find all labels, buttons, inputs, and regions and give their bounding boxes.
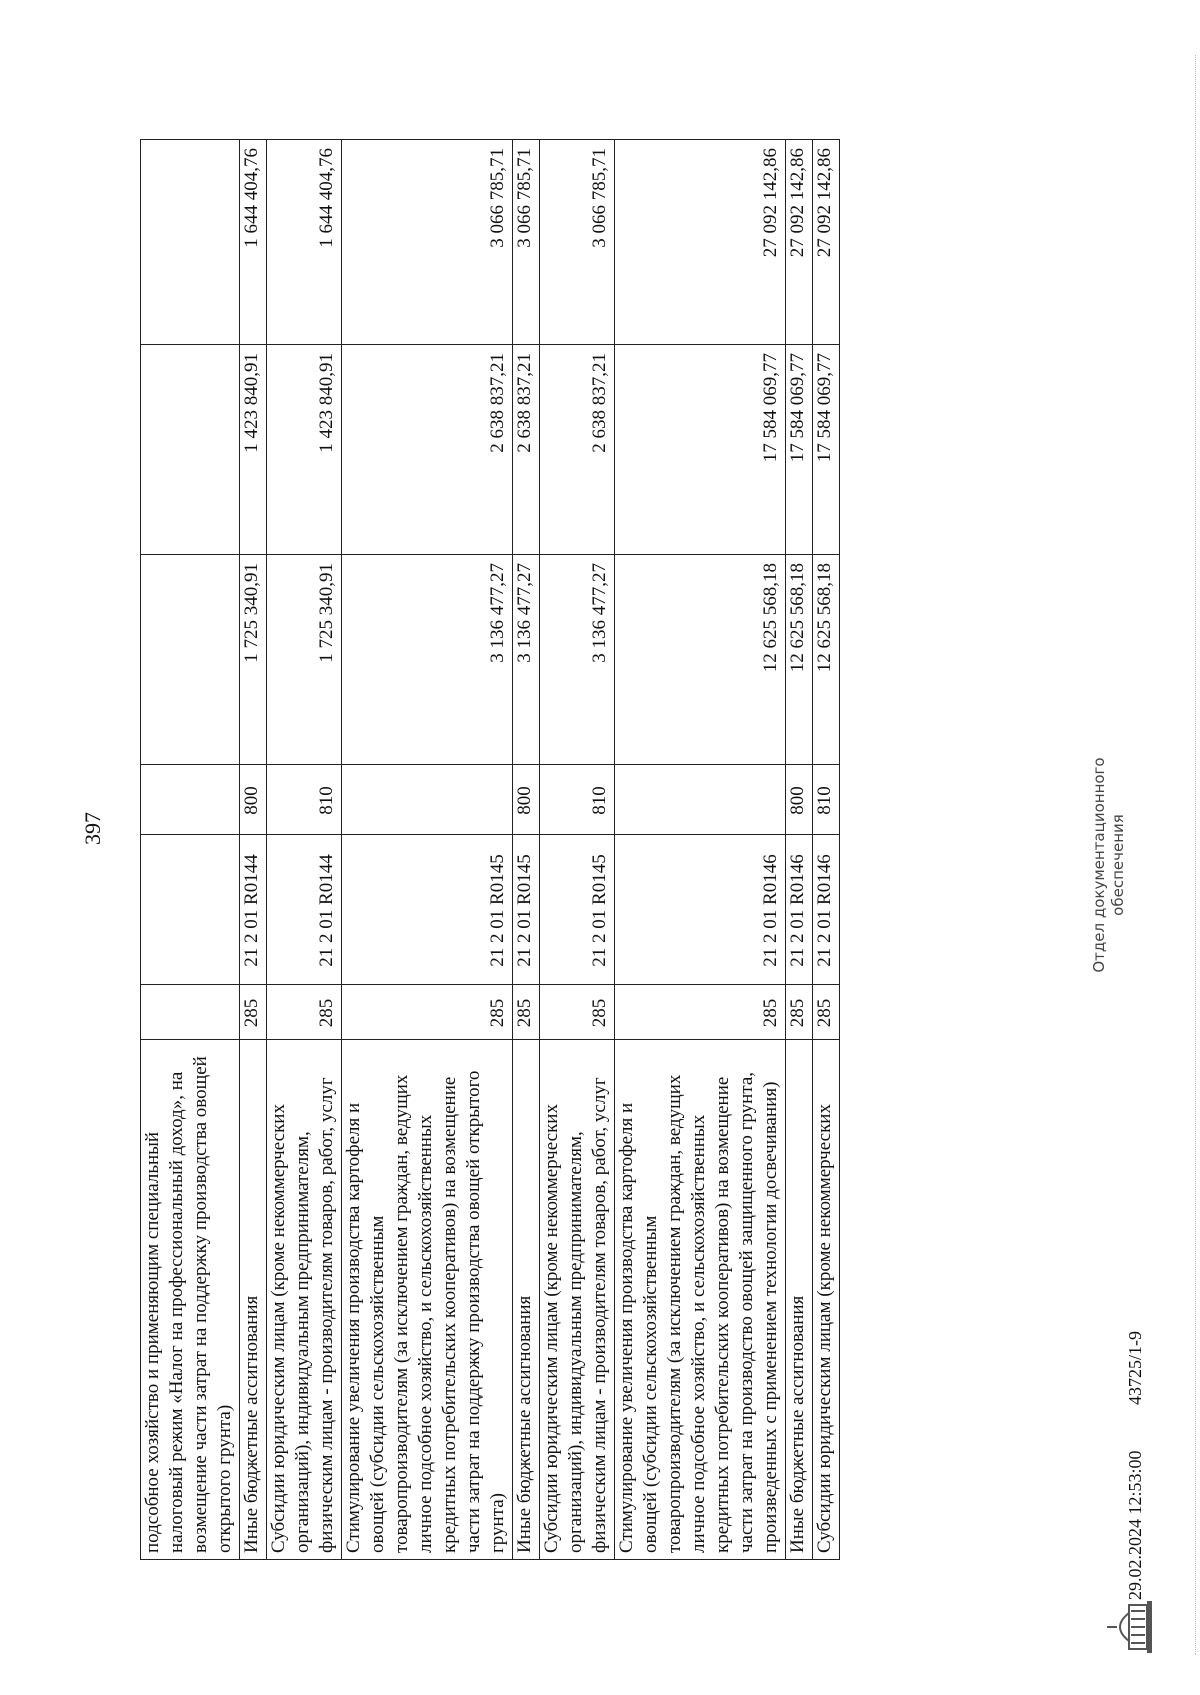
cell-name: Субсидии юридическим лицам (кроме некоммерческих [813,1040,840,1560]
cell-expense-type [342,765,513,835]
department-stamp [1090,735,1128,995]
cell-amount-year-2: 2 638 837,21 [513,345,540,555]
table-row [342,140,513,1560]
cell-target-article [141,835,240,985]
footer-date: 29.02.2024 12:53:00 [1125,1450,1145,1600]
cell-amount-year-1 [141,555,240,765]
cell-amount-year-3: 1 644 404,76 [240,140,267,345]
cell-amount-year-3: 3 066 785,71 [513,140,540,345]
table-row [267,140,342,1560]
cell-target-article: 21 2 01 R0145 [513,835,540,985]
cell-amount-year-2: 17 584 069,77 [813,345,840,555]
cell-amount-year-1: 1 725 340,91 [267,555,342,765]
cell-amount-year-3 [141,140,240,345]
cell-expense-type: 800 [786,765,813,835]
cell-target-article: 21 2 01 R0144 [240,835,267,985]
cell-amount-year-3: 3 066 785,71 [342,140,513,345]
cell-amount-year-3: 3 066 785,71 [540,140,615,345]
cell-target-article: 21 2 01 R0146 [786,835,813,985]
table-row [141,140,240,1560]
cell-amount-year-3: 27 092 142,86 [786,140,813,345]
cell-target-article: 21 2 01 R0146 [615,835,786,985]
cell-target-article: 21 2 01 R0146 [813,835,840,985]
cell-amount-year-1: 3 136 477,27 [342,555,513,765]
cell-expense-type: 800 [513,765,540,835]
cell-name: Стимулирование увеличения производства картофеля и овощей (субсидии сельскохозяйственным товаропроизводителям (за исключением граждан, ведущих личное подсобное хозяйство, и сельскохозяйственных кредитных потребительских кооперативов) на возмещение части затрат на производство овощей защищенного грунта, произведенных с применением технологии досвечивания) [615,1040,786,1560]
cell-ministry-code: 285 [813,985,840,1040]
footer-document-number: 43725/1-9 [1125,1331,1145,1405]
cell-target-article: 21 2 01 R0145 [342,835,513,985]
budget-allocation-table [140,139,840,1560]
cell-amount-year-3: 27 092 142,86 [813,140,840,345]
cell-amount-year-2: 2 638 837,21 [540,345,615,555]
cell-ministry-code: 285 [513,985,540,1040]
cell-name: подсобное хозяйство и применяющим специальный налоговый режим «Налог на профессиональный доход», на возмещение части затрат на поддержку производства овощей открытого грунта) [141,1040,240,1560]
table-row [513,140,540,1560]
cell-target-article: 21 2 01 R0144 [267,835,342,985]
cell-expense-type: 810 [813,765,840,835]
table-body [141,140,840,1560]
cell-amount-year-2 [141,345,240,555]
table-row [615,140,786,1560]
cell-expense-type: 810 [540,765,615,835]
cell-amount-year-2: 1 423 840,91 [267,345,342,555]
stamp-line-2: обеспечения [1109,814,1127,916]
duma-building-emblem-icon [1105,1599,1155,1655]
cell-amount-year-1: 12 625 568,18 [786,555,813,765]
cell-amount-year-1: 1 725 340,91 [240,555,267,765]
table-row [813,140,840,1560]
stamp-line-1: Отдел документационного [1090,757,1108,973]
cell-amount-year-1: 12 625 568,18 [615,555,786,765]
cell-amount-year-3: 27 092 142,86 [615,140,786,345]
cell-ministry-code: 285 [786,985,813,1040]
table-row [240,140,267,1560]
table-row [786,140,813,1560]
cell-ministry-code: 285 [240,985,267,1040]
cell-expense-type [141,765,240,835]
table-row [540,140,615,1560]
cell-amount-year-2: 2 638 837,21 [342,345,513,555]
cell-ministry-code: 285 [540,985,615,1040]
cell-name: Субсидии юридическим лицам (кроме некоммерческих организаций), индивидуальным предпринимателям, физическим лицам - производителям товаров, работ, услуг [540,1040,615,1560]
cell-expense-type [615,765,786,835]
cell-amount-year-1: 3 136 477,27 [513,555,540,765]
cell-ministry-code: 285 [615,985,786,1040]
cell-target-article: 21 2 01 R0145 [540,835,615,985]
cell-amount-year-1: 12 625 568,18 [813,555,840,765]
cell-name: Стимулирование увеличения производства картофеля и овощей (субсидии сельскохозяйственным товаропроизводителям (за исключением граждан, ведущих личное подсобное хозяйство, и сельскохозяйственных кредитных потребительских кооперативов) на возмещение части затрат на поддержку производства овощей открытого грунта) [342,1040,513,1560]
cell-amount-year-2: 17 584 069,77 [786,345,813,555]
cell-name: Иные бюджетные ассигнования [513,1040,540,1560]
cell-name: Иные бюджетные ассигнования [786,1040,813,1560]
cell-name: Иные бюджетные ассигнования [240,1040,267,1560]
cell-amount-year-3: 1 644 404,76 [267,140,342,345]
cell-expense-type: 800 [240,765,267,835]
cell-amount-year-2: 1 423 840,91 [240,345,267,555]
cell-ministry-code: 285 [267,985,342,1040]
cell-amount-year-1: 3 136 477,27 [540,555,615,765]
cell-name: Субсидии юридическим лицам (кроме некоммерческих организаций), индивидуальным предпринимателям, физическим лицам - производителям товаров, работ, услуг [267,1040,342,1560]
scan-edge-dotted-line [1195,55,1196,1655]
cell-ministry-code: 285 [342,985,513,1040]
cell-amount-year-2: 17 584 069,77 [615,345,786,555]
cell-ministry-code [141,985,240,1040]
cell-expense-type: 810 [267,765,342,835]
page-number: 397 [80,812,105,845]
